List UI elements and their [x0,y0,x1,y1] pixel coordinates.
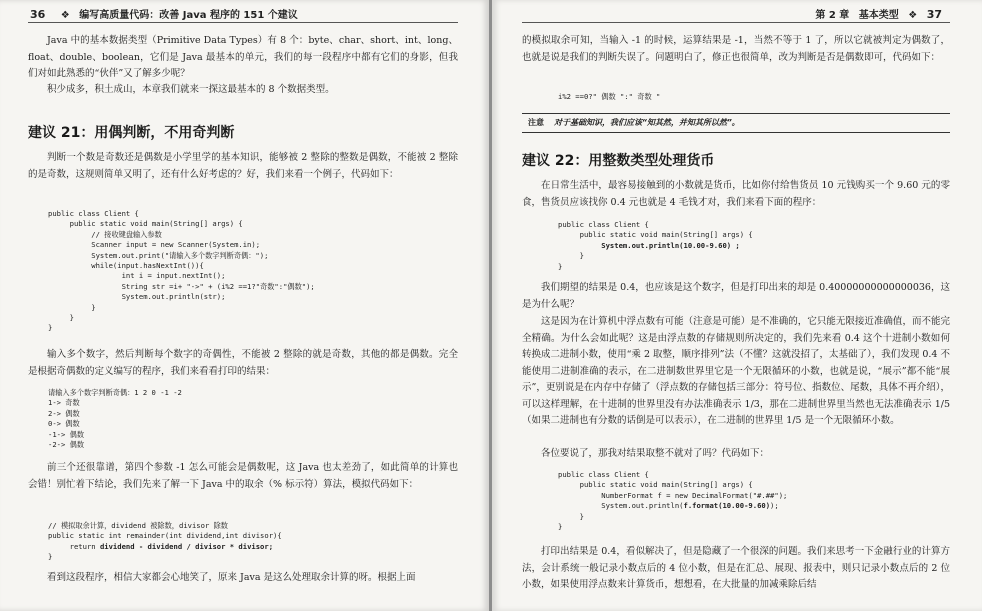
code-block-subtract [558,220,753,272]
code-comment: // 模拟取余计算，dividend 被除数，divisor 除数 [48,521,228,530]
code-line: public class Client { [48,209,139,218]
code-line: while(input.hasNextInt()){ [48,261,204,271]
note-label: 注意 [528,118,544,127]
paragraph-money: 在日常生活中，最容易接触到的小数就是货币，比如你付给售货员 10 元钱购买一个 9.60 元的零食，售货员应该找你 0.4 元也就是 4 毛钱才对，我们来看下面的程序： [522,180,950,208]
paragraph-judge: 判断一个数是奇数还是偶数是小学里学的基本知识，能够被 2 整除的整数是偶数，不能被 2 整除的是奇数，这规则简单又明了，还有什么好考虑的？好，我们来看一个例子，代码如下： [28,152,458,180]
ornament-icon: ❖ [60,10,70,21]
code-block-format [558,470,787,532]
code-line: int i = input.nextInt(); [48,271,226,281]
code-line: public static void main(String[] args) { [48,219,243,229]
code-line: } [558,251,584,261]
section-title-21: 建议 21：用偶判断，不用奇判断 [28,125,235,141]
code-block-client [48,209,315,334]
code-line: } [558,522,563,532]
intro-paragraph-2: 积少成多，积土成山，本章我们就来一探这最基本的 8 个数据类型。 [47,84,335,95]
ornament-icon: ❖ [908,10,918,21]
paragraph-final: 打印出结果是 0.4，看似解决了，但是隐藏了一个很深的问题。我们来思考一下金融行业的计算方法，会计系统一般记录小数点后的 4 位小数，但是在汇总、展现、报表中，则只记录小数点后的 2 位小数，如果使用浮点数来计算货币，想想看，在大批量的加减乘除后结 [522,546,950,590]
code-line: public class Client { [558,220,649,229]
paragraph-first-three: 前三个还很靠谱，第四个参数 -1 怎么可能会是偶数呢，这 Java 也太差劲了，如此简单的计算也会错！别忙着下结论，我们先来了解一下 Java 中的取余（% 标示符）算法，模拟代码如下： [28,462,458,490]
output-line: -1-> 偶数 [48,429,85,439]
output-line: 1-> 奇数 [48,398,80,408]
output-line: 请输入多个数字判断奇偶：1 2 0 -1 -2 [48,388,182,397]
code-line: Scanner input = new Scanner(System.in); [48,240,261,250]
code-line: } [48,302,96,312]
paragraph-reason: 这是因为在计算机中浮点数有可能（注意是可能）是不准确的，它只能无限接近准确值，而不能完全精确。为什么会如此呢？这是由浮点数的存储规则所决定的，我们先来看 0.4 这个十进制小数如何转换成二进制小数，使用“乘 2 取整，顺序排列”法（不懂？这就没招了，太基础了），我们发现 0.4 不能使用二进制准确的表示，在二进制数世界里它是一个无限循环的小数，也就是说，“展示”都不能“展示”，更别说是在内存中存储了（浮点数的存储包括三部分：符号位、指数位、尾数，具体不再介绍），可以这样理解，在十进制的世界里没有办法准确表示 1/3，那在二进制世界里当然也无法准确表示 1/5（如果二进制也有分数的话倒是可以表示），在二进制的世界里 1/5 是一个无限循环小数。 [522,316,950,426]
code-line: } [48,323,53,333]
code-close-brace: } [48,552,53,562]
note-text: 对于基础知识，我们应该“知其然，并知其所以然”。 [554,118,740,127]
code-line: } [558,511,584,521]
right-header-rule [522,22,950,23]
output-line: 2-> 偶数 [48,408,80,418]
paragraph-mod: 的模拟取余可知，当输入 -1 的时候，运算结果是 -1，当然不等于 1 了，所以它就被判定为偶数了，也就是说是我们的判断失误了。问题明白了，修正也很简单，改为判断是否是偶数即可，代码如下： [522,35,950,63]
code-return-expression: dividend - dividend / divisor * divisor; [99,541,274,551]
code-line: } [48,313,74,323]
paragraph-question: 各位要说了，那我对结果取整不就对了吗？代码如下： [541,448,770,459]
code-line-bold: System.out.println(10.00-9.60) ; [601,240,740,250]
chapter-label: 第 2 章 [815,10,850,21]
chapter-title: 基本类型 [858,10,899,21]
code-return-keyword: return [69,541,100,551]
code-line: NumberFormat f = new DecimalFormat("#.##"); [558,490,788,500]
intro-paragraph: Java 中的基本数据类型（Primitive Data Types）有 8 个：byte、char、short、int、long、float、double、boolean，它们是 Java 最基本的单元，我们的每一段程序中都有它们的身影，但我们对如此熟悉的“伙伴”又了解多少呢？ [28,35,458,79]
code-line: public static void main(String[] args) { [558,480,753,490]
left-header-rule [28,22,458,23]
code-line-bold: f.format(10.00-9.60) [683,501,771,511]
code-block-remainder [48,521,282,563]
right-page [492,0,982,611]
code-line: System.out.println( [558,501,684,511]
paragraph-input: 输入多个数字，然后判断每个数字的奇偶性，不能被 2 整除的就是奇数，其他的都是偶数。完全是根据奇偶数的定义编写的程序，我们来看看打印的结果： [28,349,458,377]
paragraph-last: 看到这段程序，相信大家都会心地笑了，原来 Java 是这么处理取余计算的呀。根据上面 [47,572,416,583]
right-page-number: 37 [926,8,942,21]
output-line: -2-> 偶数 [48,440,85,450]
right-running-header [815,6,942,21]
code-line: ); [770,501,779,511]
code-signature: public static int remainder(int dividend,int divisor){ [48,531,282,541]
code-line: public static void main(String[] args) { [558,230,753,240]
code-line: System.out.println(str); [48,292,226,302]
console-output [48,388,182,450]
left-page [0,0,489,611]
left-page-number: 36 [30,8,46,21]
book-title: 编写高质量代码：改善 Java 程序的 151 个建议 [79,10,298,21]
left-running-header [30,6,298,21]
output-line: 0-> 偶数 [48,419,80,429]
code-fix: i%2 ==0?" 偶数 ":" 奇数 " [558,92,661,101]
code-line: // 接收键盘输入参数 [48,229,162,239]
paragraph-expect: 我们期望的结果是 0.4，也应该是这个数字，但是打印出来的却是 0.40000000000000036，这是为什么呢？ [522,282,950,310]
section-title-22: 建议 22：用整数类型处理货币 [522,153,715,169]
code-line: public class Client { [558,470,649,479]
note-box [522,113,950,133]
code-line: String str =i+ "->" + (i%2 ==1?"奇数":"偶数"); [48,281,315,291]
code-line: } [558,261,563,271]
code-line: System.out.print("请输入多个数字判断奇偶："); [48,250,269,260]
